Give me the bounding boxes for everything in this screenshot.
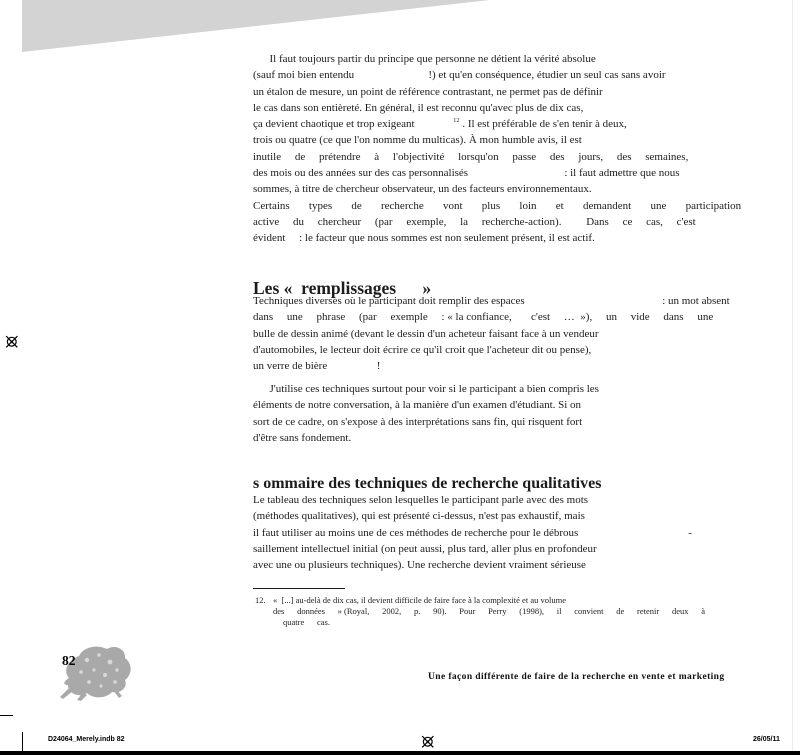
crop-mark-horizontal <box>0 715 13 716</box>
running-title: Une façon différente de faire de la recherche en vente et marketing <box>428 672 725 682</box>
print-file-info: D24064_Merely.indb 82 <box>48 736 125 743</box>
text-line: sommes, à titre de chercheur observateur, un des facteurs environnementaux. <box>253 183 592 196</box>
paragraph-utilisation <box>253 381 728 446</box>
text-segment: ça devient chaotique et trop exigeant <box>253 118 454 131</box>
footnote-line: quatre cas. <box>283 616 330 627</box>
text-line: dans une phrase (par exemple : « la confiance, c'est … »), un vide dans une <box>253 311 714 324</box>
text-line: trois ou quatre (ce que l'on nomme du multicas). À mon humble avis, il est <box>253 134 582 147</box>
paragraph-intro <box>253 51 742 247</box>
text-line: le cas dans son entièreté. En général, il est reconnu qu'avec plus de dix cas, <box>253 101 584 114</box>
text-line: inutile de prétendre à l'objectivité lorsqu'on passe des jours, des semaines, <box>253 150 689 163</box>
frog-watermark-icon <box>53 642 135 707</box>
text-line: Il faut toujours partir du principe que personne ne détient la vérité absolue <box>253 53 596 65</box>
text-line: bulle de dessin animé (devant le dessin d'un acheteur faisant face à un vendeur <box>253 327 599 340</box>
text-line: (méthodes qualitatives), qui est présenté ci-dessus, n'est pas exhaustif, mais <box>253 510 585 523</box>
text-line: saillement intellectuel initial (on peut aussi, plus tard, aller plus en profondeur <box>253 542 597 555</box>
text-line: sort de ce cadre, on s'expose à des interprétations sans fin, qui risquent fort <box>253 415 583 428</box>
text-line: éléments de notre conversation, à la manière d'un examen d'étudiant. Si on <box>253 399 582 412</box>
text-line: des mois ou des années sur des cas personnalisés : il faut admettre que nous <box>253 167 680 180</box>
footnote-reference: 12 <box>453 117 460 125</box>
text-line: avec une ou plusieurs techniques). Une recherche devient vraiment sérieuse <box>253 559 586 572</box>
text-line: d'être sans fondement. <box>253 431 352 444</box>
text-line: Le tableau des techniques selon lesquelles le participant parle avec des mots <box>253 494 589 506</box>
text-line: il faut utiliser au moins une de ces méthodes de recherche pour le débrous - <box>253 526 692 539</box>
page-edge-line <box>792 0 793 751</box>
footnote-line: « [...] au-delà de dix cas, il devient difficile de faire face à la complexité et au volume <box>273 595 566 605</box>
section-heading-remplissages: Les « remplissages » <box>253 277 432 298</box>
footnote-line: des données » (Royal, 2002, p. 90). Pour Perry (1998), il convient de retenir deux à <box>273 605 706 616</box>
text-line: évident : le facteur que nous sommes est non seulement présent, il est actif. <box>253 232 595 245</box>
paragraph-sommaire <box>253 492 728 573</box>
text-line: Certains types de recherche vont plus loin et demandent une participation <box>253 199 742 212</box>
footnote-number: 12. <box>255 595 266 605</box>
page-number: 82 <box>62 653 76 668</box>
text-line: (sauf moi bien entendu !) et qu'en conséquence, étudier un seul cas sans avoir <box>253 69 666 82</box>
text-line-with-footnote-ref <box>253 116 728 132</box>
section-heading-sommaire: s ommaire des techniques de recherche qualitatives <box>253 475 602 493</box>
footnote-rule <box>253 588 345 589</box>
text-line: un étalon de mesure, un point de référence contrastant, ne permet pas de définir <box>253 85 603 98</box>
crop-mark-vertical <box>22 732 23 753</box>
paragraph-remplissages <box>253 293 728 374</box>
text-segment: . Il est préférable de s'en tenir à deux, <box>459 118 627 131</box>
text-line: Techniques diverses où le participant doit remplir des espaces : un mot absent <box>253 295 730 307</box>
registration-mark-icon <box>0 330 23 356</box>
print-date: 26/05/11 <box>753 736 780 743</box>
corner-wedge-graphic <box>22 0 490 52</box>
footnote-block <box>255 595 705 627</box>
bottom-trim-bar <box>0 751 800 755</box>
text-line: active du chercheur (par exemple, la recherche-action). Dans ce cas, c'est <box>253 215 696 228</box>
text-line: d'automobiles, le lecteur doit écrire ce qu'il croit que l'acheteur dit ou pense), <box>253 343 592 356</box>
text-line: J'utilise ces techniques surtout pour voir si le participant a bien compris les <box>253 383 599 395</box>
text-line: un verre de bière ! <box>253 360 381 373</box>
